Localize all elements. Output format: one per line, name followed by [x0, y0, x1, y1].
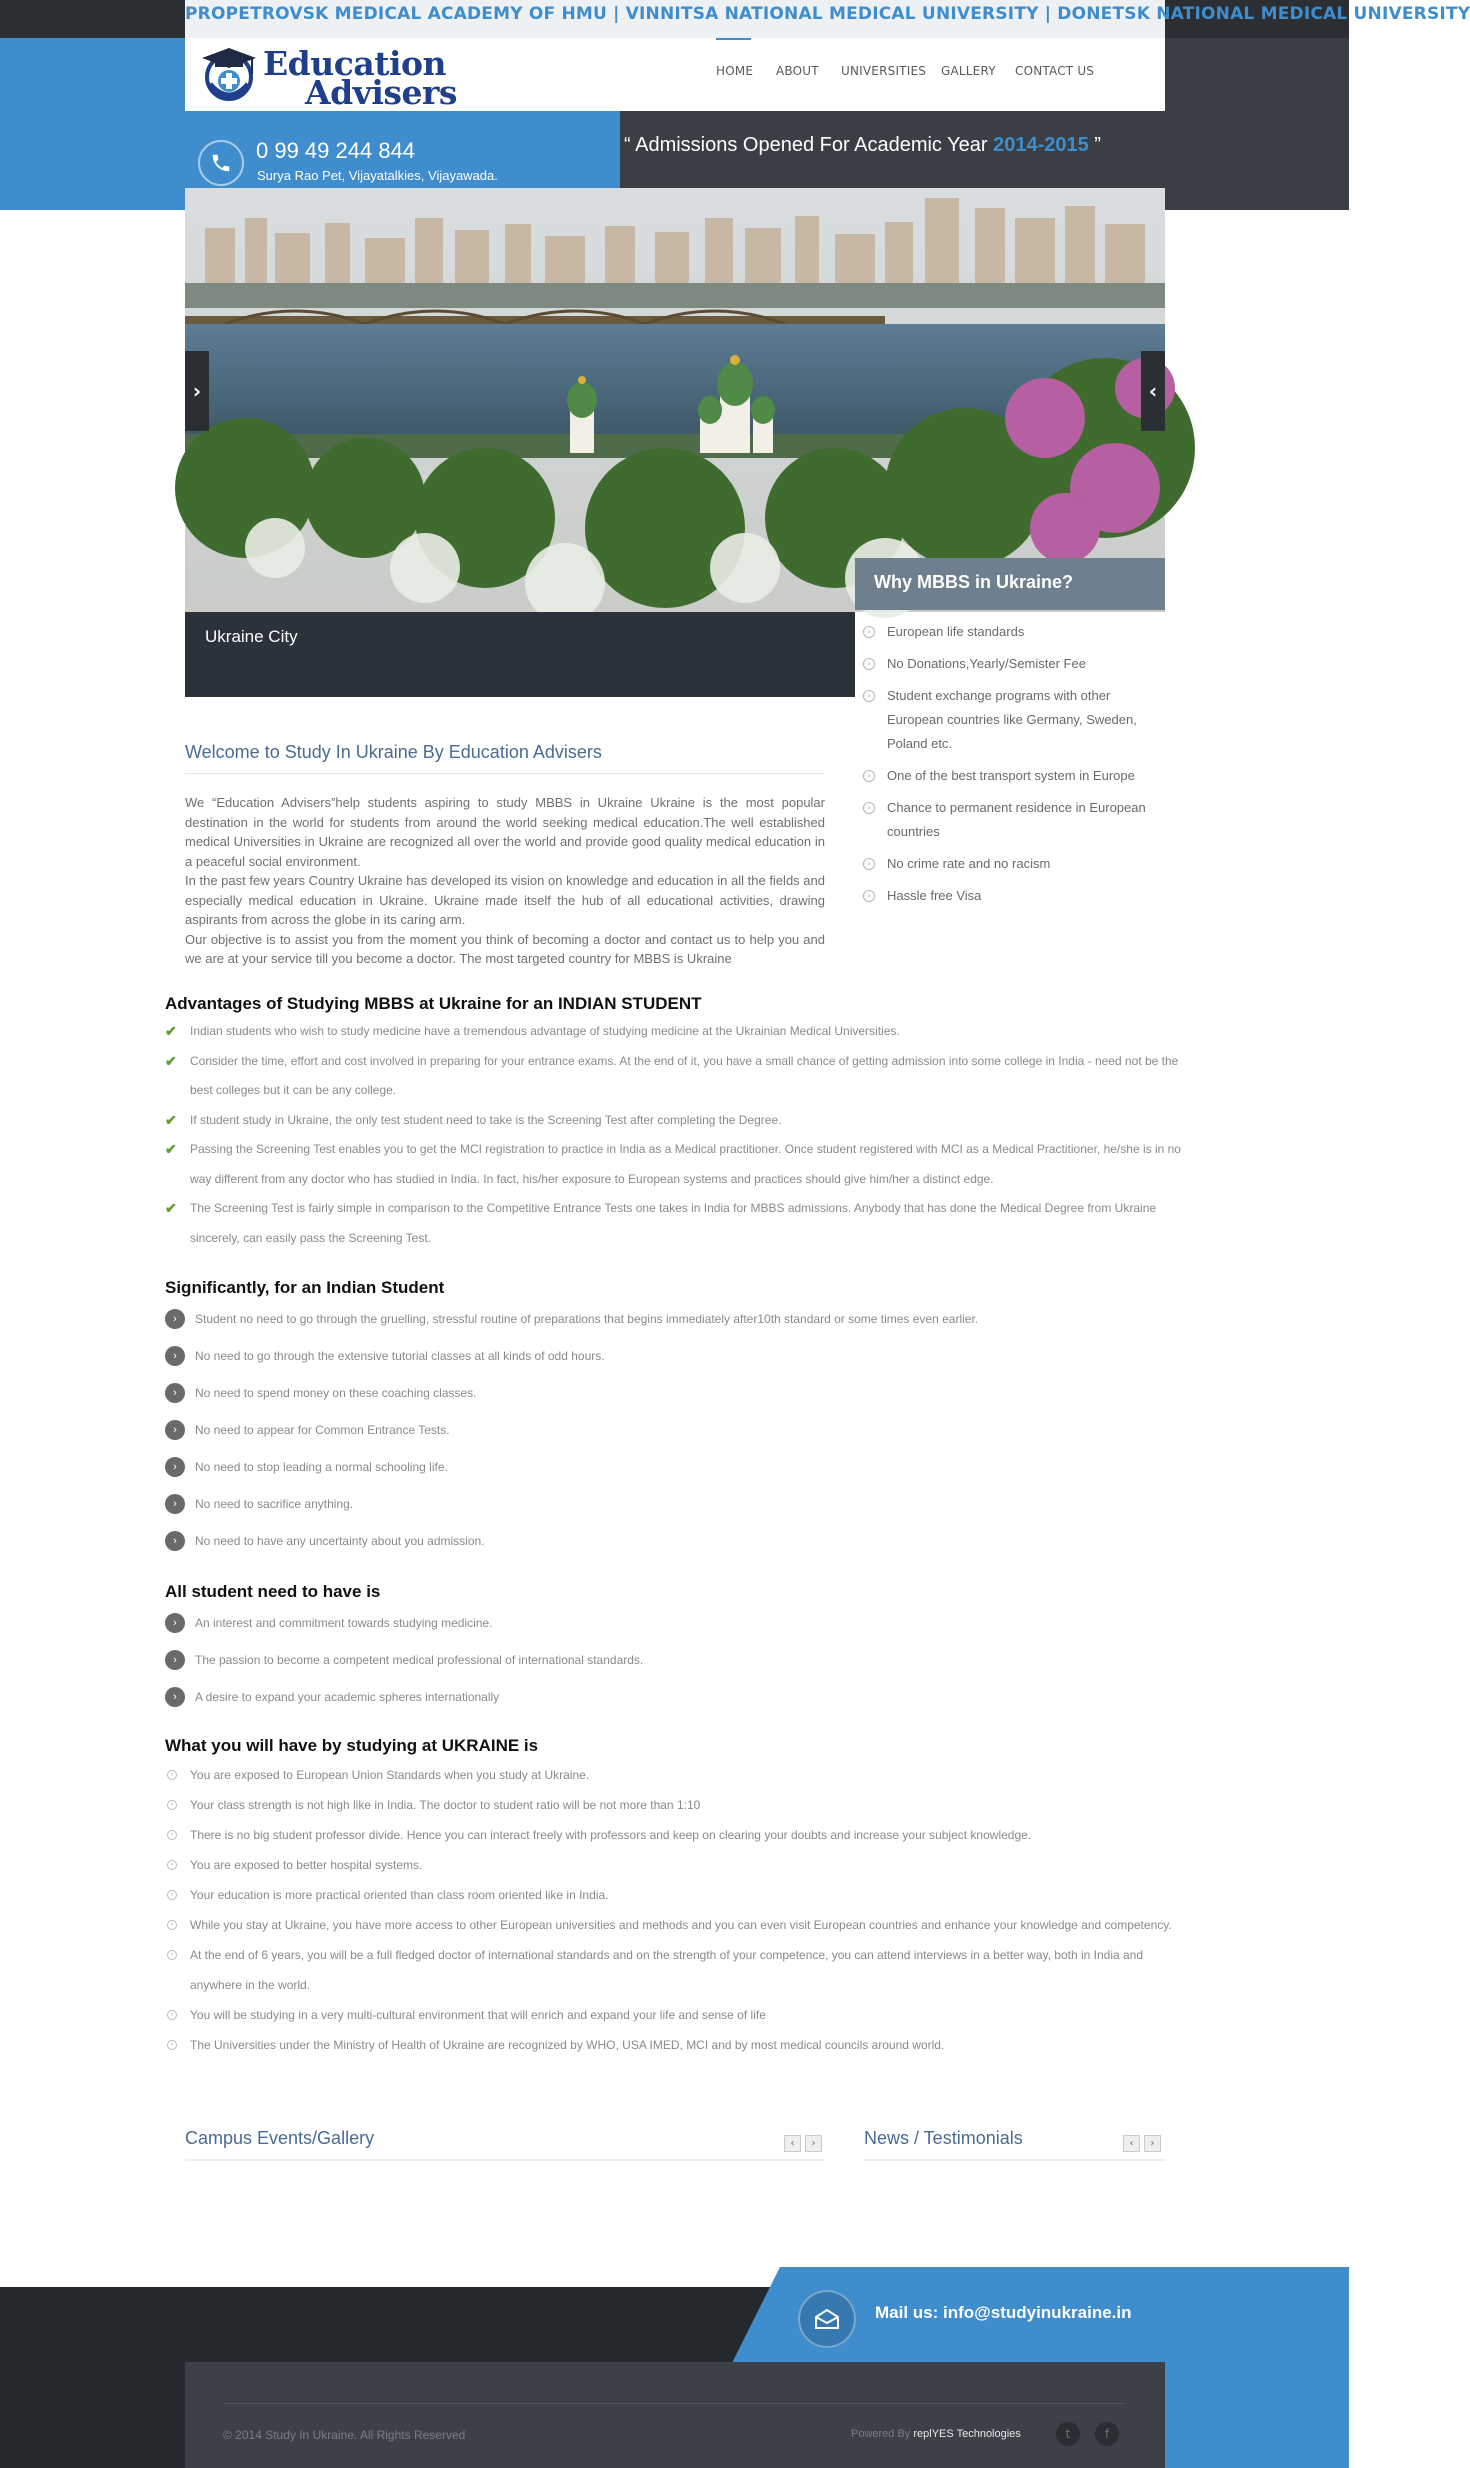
why-title: Why MBBS in Ukraine?	[874, 572, 1074, 592]
have-item	[165, 2030, 1185, 2060]
advantage-item	[165, 1194, 1185, 1253]
advantage-text: If student study in Ukraine, the only test student need to take is the Screening Test after completing the Degree.	[190, 1112, 782, 1127]
significantly-title: Significantly, for an Indian Student	[165, 1278, 445, 1297]
news-divider	[864, 2159, 1165, 2161]
need-list	[165, 1613, 1185, 1724]
admission-banner	[624, 134, 1101, 157]
have-item	[165, 1820, 1185, 1850]
chevron-right-icon: ›	[167, 1860, 177, 1870]
news-prev-button[interactable]: ‹	[1123, 2135, 1140, 2152]
welcome-body	[185, 793, 825, 969]
university-ticker	[185, 0, 1470, 38]
chevron-right-icon: ›	[167, 1770, 177, 1780]
campus-next-button[interactable]: ›	[805, 2135, 822, 2152]
significantly-text: No need to stop leading a normal schooling life.	[195, 1460, 448, 1474]
have-item	[165, 1760, 1185, 1790]
need-title: All student need to have is	[165, 1582, 381, 1601]
have-item	[165, 1880, 1185, 1910]
have-text: You will be studying in a very multi-cultural environment that will enrich and expand your life and sense of life	[190, 2008, 766, 2022]
powered-by	[851, 2428, 1021, 2440]
have-text: Your education is more practical oriented than class room oriented like in India.	[190, 1888, 609, 1902]
facebook-icon[interactable]: f	[1095, 2422, 1119, 2446]
have-item	[165, 1940, 1185, 2000]
chevron-right-icon: ›	[863, 658, 875, 670]
chevron-right-icon: ›	[167, 2010, 177, 2020]
campus-divider	[185, 2159, 825, 2161]
admission-suffix: ”	[1088, 134, 1101, 156]
phone-number[interactable]: 0 99 49 244 844	[256, 138, 416, 163]
mail-link[interactable]: Mail us: info@studyinukraine.in	[875, 2303, 1132, 2322]
advantage-text: Consider the time, effort and cost involved in preparing for your entrance exams. At the end of it, you have a small chance of getting admission into some college in India - need not be the best colleges but it can be any college.	[190, 1053, 1179, 1097]
need-item	[165, 1687, 1185, 1724]
chevron-right-icon: ›	[167, 1800, 177, 1810]
advantage-item	[165, 1017, 1185, 1047]
footer-divider	[225, 2403, 1125, 2404]
chevron-right-icon: ›	[165, 1650, 185, 1670]
campus-gallery-title: Campus Events/Gallery	[185, 2128, 375, 2148]
powered-by-link[interactable]: replYES Technologies	[913, 2428, 1021, 2440]
chevron-right-icon: ›	[167, 1830, 177, 1840]
welcome-divider	[185, 773, 825, 774]
have-title: What you will have by studying at UKRAINE is	[165, 1736, 539, 1755]
significantly-text: No need to appear for Common Entrance Tests.	[195, 1423, 450, 1437]
chevron-right-icon: ›	[863, 626, 875, 638]
nav-universities[interactable]: UNIVERSITIES	[841, 64, 927, 78]
why-item-text: Student exchange programs with other European countries like Germany, Sweden, Poland etc.	[887, 688, 1137, 751]
chevron-right-icon: ›	[167, 1950, 177, 1960]
slider-prev-button[interactable]: ›	[185, 351, 209, 431]
advantages-title: Advantages of Studying MBBS at Ukraine for an INDIAN STUDENT	[165, 994, 702, 1013]
significantly-text: No need to have any uncertainty about you admission.	[195, 1534, 485, 1548]
significantly-item	[165, 1383, 1185, 1420]
significantly-item	[165, 1494, 1185, 1531]
have-list	[165, 1760, 1185, 2060]
have-text: You are exposed to better hospital systems.	[190, 1858, 423, 1872]
ticker-text: PROPETROVSK MEDICAL ACADEMY OF HMU | VINNITSA NATIONAL MEDICAL UNIVERSITY | DONETSK NATIONAL MEDICAL UNIVERSITY	[185, 4, 1470, 24]
nav-gallery[interactable]: GALLERY	[941, 64, 996, 78]
checkmark-icon: ✔	[165, 1141, 177, 1157]
phone-icon	[198, 140, 244, 186]
chevron-right-icon: ›	[165, 1494, 185, 1514]
footer-slant	[730, 2267, 780, 2367]
news-title: News / Testimonials	[864, 2128, 1023, 2148]
significantly-text: No need to spend money on these coaching classes.	[195, 1386, 477, 1400]
significantly-text: No need to sacrifice anything.	[195, 1497, 354, 1511]
welcome-paragraph: Our objective is to assist you from the moment you think of becoming a doctor and contact us to help you and we are at your service till you become a doctor. The most targeted country for MBBS is Ukraine	[185, 931, 825, 966]
have-item	[165, 2000, 1185, 2030]
nav-contact-us[interactable]: CONTACT US	[1015, 64, 1095, 78]
chevron-right-icon: ›	[165, 1309, 185, 1329]
checkmark-icon: ✔	[165, 1023, 177, 1039]
welcome-paragraph: In the past few years Country Ukraine has developed its vision on knowledge and education in all the fields and especially medical education in Ukraine. Ukraine made itself the hub of all educational activities, drawing aspirants from across the globe in its caring arm.	[185, 873, 825, 927]
campus-prev-button[interactable]: ‹	[784, 2135, 801, 2152]
why-item	[863, 652, 1165, 676]
why-item-text: No Donations,Yearly/Semister Fee	[887, 656, 1086, 671]
footer-inner	[185, 2362, 1165, 2468]
twitter-icon[interactable]: t	[1056, 2422, 1080, 2446]
chevron-right-icon: ›	[167, 2040, 177, 2050]
checkmark-icon: ✔	[165, 1200, 177, 1216]
why-item	[863, 764, 1165, 788]
why-item	[863, 884, 1165, 908]
news-next-button[interactable]: ›	[1144, 2135, 1161, 2152]
advantage-text: Passing the Screening Test enables you to get the MCI registration to practice in India as a Medical practitioner. Once student registered with MCI as a Medical Practitioner, he/she is in no way different from any doctor who has studied in India. In fact, his/her exposure to European systems and practices should give him/her a distinct edge.	[190, 1142, 1181, 1186]
mail-icon	[798, 2290, 856, 2348]
have-text: The Universities under the Ministry of Health of Ukraine are recognized by WHO, USA IMED, MCI and by most medical councils around world.	[190, 2038, 945, 2052]
advantage-text: Indian students who wish to study medicine have a tremendous advantage of studying medicine at the Ukrainian Medical Universities.	[190, 1024, 900, 1038]
significantly-item	[165, 1420, 1185, 1457]
chevron-right-icon: ›	[167, 1890, 177, 1900]
have-item	[165, 1790, 1185, 1820]
chevron-right-icon: ›	[165, 1383, 185, 1403]
why-item-text: No crime rate and no racism	[887, 856, 1051, 871]
admission-prefix: “ Admissions Opened For Academic Year	[624, 134, 994, 156]
why-item	[863, 852, 1165, 876]
significantly-item	[165, 1309, 1185, 1346]
need-text: An interest and commitment towards studying medicine.	[195, 1616, 493, 1630]
chevron-right-icon: ›	[863, 890, 875, 902]
have-item	[165, 1910, 1185, 1940]
why-item	[863, 684, 1165, 756]
chevron-right-icon: ›	[165, 1346, 185, 1366]
have-text: Your class strength is not high like in India. The doctor to student ratio will be not more than 1:10	[190, 1798, 701, 1812]
powered-label: Powered By	[851, 2428, 914, 2440]
chevron-right-icon: ›	[863, 770, 875, 782]
advantages-list	[165, 1017, 1185, 1253]
admission-year: 2014-2015	[993, 134, 1089, 156]
logo-text-advisers[interactable]: Advisers	[305, 73, 457, 112]
why-item-text: Hassle free Visa	[887, 888, 982, 903]
checkmark-icon: ✔	[165, 1052, 177, 1069]
have-text: There is no big student professor divide. Hence you can interact freely with professors and keep on clearing your doubts and increase your subject knowledge.	[190, 1828, 1032, 1842]
significantly-list	[165, 1309, 1185, 1568]
advantage-item	[165, 1135, 1185, 1194]
why-item	[863, 796, 1165, 844]
logo-text-education[interactable]: Education	[263, 44, 446, 83]
need-text: A desire to expand your academic spheres internationally	[195, 1690, 500, 1704]
chevron-right-icon: ›	[165, 1613, 185, 1633]
chevron-right-icon: ›	[863, 690, 875, 702]
chevron-right-icon: ›	[165, 1457, 185, 1477]
slider-caption: Ukraine City	[205, 627, 298, 646]
chevron-right-icon: ›	[863, 858, 875, 870]
have-item	[165, 1850, 1185, 1880]
have-text: You are exposed to European Union Standards when you study at Ukraine.	[190, 1768, 590, 1782]
have-text: While you stay at Ukraine, you have more access to other European universities and methods and you can even visit European countries and enhance your knowledge and competency.	[190, 1918, 1172, 1932]
significantly-item	[165, 1457, 1185, 1494]
need-item	[165, 1650, 1185, 1687]
significantly-item	[165, 1531, 1185, 1568]
why-list	[863, 620, 1165, 916]
chevron-right-icon: ›	[165, 1687, 185, 1707]
chevron-right-icon: ›	[165, 1420, 185, 1440]
address-text: Surya Rao Pet, Vijayatalkies, Vijayawada.	[257, 168, 498, 183]
nav-home[interactable]: HOME	[716, 64, 754, 78]
welcome-paragraph: We “Education Advisers”help students aspiring to study MBBS in Ukraine Ukraine is the most popular destination in the world for students from around the world seeking medical education.The well established medical Universities in Ukraine are recognized all over the world and provide good quality medical education in a peaceful social environment.	[185, 795, 825, 869]
have-text: At the end of 6 years, you will be a full fledged doctor of international standards and on the strength of your competence, you can attend interviews in a better way, both in India and anywhere in the world.	[190, 1948, 1144, 1992]
why-item-text: European life standards	[887, 624, 1025, 639]
chevron-right-icon: ›	[167, 1920, 177, 1930]
advantage-item	[165, 1047, 1185, 1106]
advantage-item	[165, 1106, 1185, 1136]
checkmark-icon: ✔	[165, 1111, 177, 1128]
welcome-title: Welcome to Study In Ukraine By Education Advisers	[185, 742, 602, 762]
need-item	[165, 1613, 1185, 1650]
significantly-text: Student no need to go through the gruelling, stressful routine of preparations that begins immediately after10th standard or some times even earlier.	[195, 1312, 979, 1326]
nav-active-indicator	[716, 38, 751, 40]
slider-next-button[interactable]: ‹	[1141, 351, 1165, 431]
why-item-text: Chance to permanent residence in European countries	[887, 800, 1146, 839]
advantage-text: The Screening Test is fairly simple in comparison to the Competitive Entrance Tests one takes in India for MBBS admissions. Anybody that has done the Medical Degree from Ukraine sincerely, can easily pass the Screening Test.	[190, 1201, 1157, 1245]
nav-about[interactable]: ABOUT	[776, 64, 819, 78]
copyright-text: © 2014 Study In Ukraine. All Rights Reserved	[223, 2428, 466, 2442]
why-item	[863, 620, 1165, 644]
need-text: The passion to become a competent medical professional of international standards.	[195, 1653, 644, 1667]
chevron-right-icon: ›	[863, 802, 875, 814]
chevron-right-icon: ›	[165, 1531, 185, 1551]
significantly-text: No need to go through the extensive tutorial classes at all kinds of odd hours.	[195, 1349, 605, 1363]
significantly-item	[165, 1346, 1185, 1383]
slider-caption-bar	[185, 612, 855, 697]
why-item-text: One of the best transport system in Europe	[887, 768, 1135, 783]
hero-slider-image	[185, 188, 1165, 612]
logo-emblem-icon[interactable]	[200, 44, 258, 104]
